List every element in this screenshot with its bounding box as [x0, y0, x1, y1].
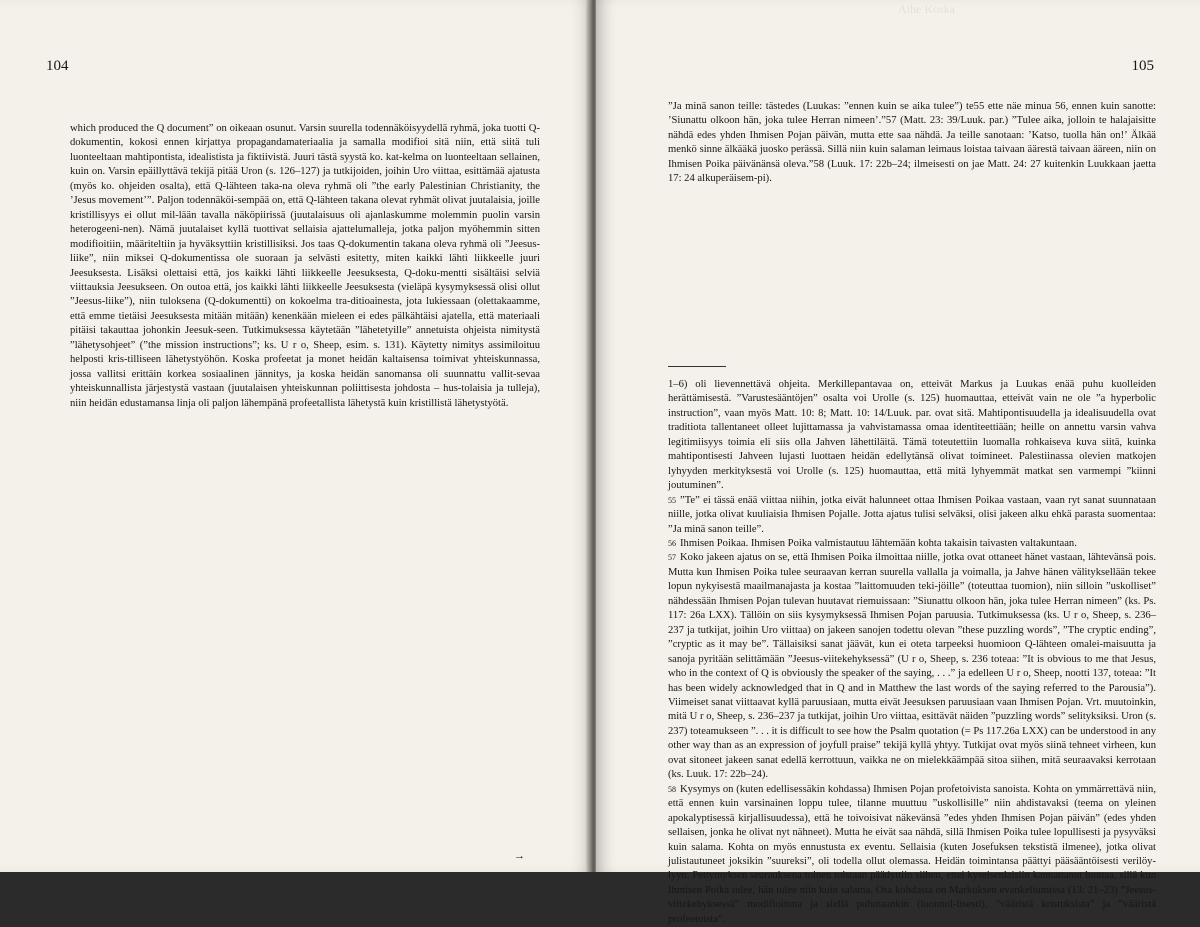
page-number-left: 104	[46, 58, 69, 74]
right-page	[596, 0, 1200, 925]
scripture-quote	[668, 100, 1156, 187]
page-number-right: 105	[1131, 58, 1154, 74]
footnote-55: 55 ”Te” ei tässä enää viittaa niihin, jotka eivät halunneet ottaa Ihmisen Poikaa vastaan, vaan ryt sanat suunnataan niille, jotka olivat kuuliaisia Ihmisen Pojalle. Jotta ajatus tulisi selväksi, olisi jakeen alku ehkä parasta suomentaa: ”Ja minä sanon teille”.	[668, 494, 1156, 535]
continue-arrow-icon: →	[514, 850, 525, 862]
quote-text: ”Ja minä sanon teille: tästedes (Luukas: ”ennen kuin se aika tulee”) te55 ette näe minua 56, ennen kuin sanotte: ’Siunattu olkoon hän, joka tulee Herran nimeen’.”57 (Matt. 23: 39/Luuk. par.) ”Tulee aika, jolloin te halajaisitte nähdä edes yhden Ihmisen Pojan päivän, mutta ette saa nähdä. Ja teille sanotaan: ’Katso, tuolla hän on!’ Älkää menkö sinne älkääkä juosko perässä. Sillä niin kuin salaman leimaus loistaa taivaan äärestä taivaan ääreen, niin on Ihmisen Poika päivänänsä oleva.”58 (Luuk. 17: 22b–24; ilmeisesti on jae Matt. 24: 27 kuitenkin Luukkaan jaetta 17: 24 alkuperäisem-pi).	[668, 101, 1156, 185]
left-page-body	[70, 122, 540, 411]
bleed-through-header: Aihe Koska	[898, 2, 955, 16]
footnote-56: 56 Ihmisen Poikaa. Ihmisen Poika valmistautuu lähtemään kohta takaisin taivasten valtakuntaan.	[668, 537, 1077, 549]
footnote-57: 57 Koko jakeen ajatus on se, että Ihmisen Poika ilmoittaa niille, jotka ovat ottaneet hänet vastaan, lähtevänsä pois. Mutta kun Ihmisen Poika tulee seuraavan kerran suurella vallalla ja voimalla, ja Jahve hänen välityksellään tekee lopun nykyisestä maailmanajasta ja kostaa ”laittomuuden teki-jöille” (toteuttaa tuomion), niin silloin ”uskolliset” nähdessään Ihmisen Pojan tulevan huutavat riemuissaan: ”Siunattu olkoon hän, joka tulee Herran nimeen” (ks. Ps. 117: 26a LXX). Tällöin on siis kysymyksessä Ihmisen Pojan paruusia. Tutkimuksessa (ks. U r o, Sheep, s. 236–237 ja tutkijat, joihin Uro viittaa) on jakeen sanojen todettu olevan ”these puzzling words”, ”The cryptic ending”, ”cryptic as it may be”. Tällaisiksi sanat jäävät, kun ei oteta tarpeeksi huomioon Q-lähteen omalei-maisuutta ja sanoja pyritään selittämään ”Jeesus-viitekehyksessä” (U r o, Sheep, s. 236 toteaa: ”It is obvious to me that Jesus, who in the context of Q is obviously the speaker of the saying, . . .” ja edelleen U r o, Sheep, nootti 137, toteaa: ”It has been widely acknowledged that in Q and in Matthew the last words of the saying referred to the Parousia”). Viimeiset sanat viittaavat kyllä paruusiaan, mutta eivät Jeesuksen paruusiaan vaan Ihmisen Pojan. Vrt. muutoinkin, mitä U r o, Sheep, s. 236–237 ja tutkijat, joihin Uro viittaa, esittävät näiden ”puzzling words” selityksiksi. Uron (s. 237) toteamukseen ”. . . it is difficult to see how the Psalm quotation (= Ps 117.26a LXX) can be understood in any other way than as an expression of joyfull praise” tekijä kyllä yhtyy. Tutkijat ovat myös siinä tehneet virheen, kun ovat sitoneet jakeen sanat edellä kerrottuun, vaikka ne on mielekkäämpää sitoa siihen, mitä seuraavaksi kerrotaan (ks. Luuk. 17: 22b–24).	[668, 552, 1156, 781]
footnote-continuation: 1–6) oli lievennettävä ohjeita. Merkillepantavaa on, etteivät Markus ja Luukas enää puhu kuolleiden herättämisestä. ”Varustesääntöjen” osalta voi Urolle (s. 125) huomauttaa, etteivät vain ne ole ”a hyperbolic instruction”, vaan myös Matt. 10: 8; Matt. 10: 14/Luuk. par. ovat sitä. Mahtipontisuudella ja idealisuudella ovat traditiota tallentaneet olleet lujittamassa ja vahvistamassa omaa identiteettiään; heille on annettu varsin vahva legitimiisyys toimia eli siis olla Jahven lähettiläitä. Tämä toteutettiin luomalla rohkaiseva kuva siitä, kuinka mahtipontisesti Jahveen lujasti luottaen heidän edellytänsä olivat toimineet. Palestiinassa olevien matkojen lyhyyden merkityksestä voi Urolle (s. 125) huomauttaa, että mitä lyhyemmät matkat sen varmempi ”kiinni joutuminen”.	[668, 379, 1156, 492]
footnote-58: 58 Kysymys on (kuten edellisessäkin kohdassa) Ihmisen Pojan profetoivista sanoista. Kohta on ymmärrettävä niin, että ennen kuin varsinainen loppu tulee, tilanne muuttuu ”uskollisille” niin ahdistavaksi (teema on yleinen apokalyptisessä kirjallisuudessa), että he toivoisivat näkevänsä ”edes yhden Ihmisen Pojan päivän” (edes yhden sellaisen, jonka he olivat nyt nähneet). Mutta he eivät saa nähdä, sillä Ihmisen Poika tulee lopullisesti ja pysyväksi kuin salama. Kohta on myös ennustusta ex eventu. Sellaisia (kuten Josefuksen tekstistä ilmenee), jotka olivat julistautuneet joksikin ”suureksi”, oli todella ollut olemassa. Heidän toimintansa päättyi pääsääntöisesti verilöy-lyyn. Pettymyksen seurauksena toinen toistaan päädyttiin siihen, ettei kyseisenlaisiin kannattanut luottaa, sillä kun Ihmisen Poika tulee, hän tulee niin kuin salama. Osa kohdasta on Markuksen evankeliumissa (13: 21–23) ”Jeesus-viitekehyksessä” modifioituna ja siellä puhutaankin (luonnol-lisesti), ”vääristä kristuksista” ja ”vääristä profeetoista”.	[668, 783, 1156, 925]
footnotes	[668, 378, 1156, 927]
footnote-rule	[668, 366, 726, 367]
left-paragraph-1: which produced the Q document” on oikeaan osunut. Varsin suurella todennäköisyydellä ryhmä, joka tuotti Q-dokumentin, kokosi ennen kirjattya propagandamateriaalia ja samalla modifioi sitä niin, että siitä tuli luonteeltaan mahtipontista, idealistista ja fiktiivistä. Juuri tästä syystä ko. kat-kelma on luonteeltaan sellainen, kuin on. Varsin epäillyttävä tekijä pitää Uron (s. 126–127) ja tutkijoiden, joihin Uro viittaa, esittämää ajatusta (myös ko. ohjeiden osalta), että Q-lähteen taka-na oleva ryhmä oli ”the early Palestinian Christianity, the ’Jesus movement’”. Paljon todennäköi-sempää on, että Q-lähteen takana olevat ryhmät olivat juutalaisia, joille kristillisyys ei ollut mil-lään tavalla näköpiirissä (juutalaisuus oli ajanlaskumme molemmin puolin varsin heterogeeni-nen). Nämä juutalaiset kyllä tuottivat sellaisia ajattelumalleja, jotka paljon myöhemmin sitten modifioitiin, määriteltiin ja hyväksyttiin kristillisiksi. Jos taas Q-dokumentin takana oleva ryhmä oli ”Jeesus-liike”, niin miksei Q-dokumentissa ole suoraan ja selvästi esitetty, miten kaikki lähti liikkeelle juuri Jeesuksesta. Lisäksi olettaisi että, jos kaikki lähti liikkeelle Jeesuksesta, Q-doku-mentti sisältäisi selviä viittauksia Jeesukseen. On outoa että, jos kaikki lähti liikkeelle Jeesuksesta (vieläpä kysymyksessä olisi ollut ”Jeesus-liike”), niin tuloksena (Q-dokumentti) on kokoelma tra-ditioainesta, jota lukiessaan (olettakaamme, että emme tietäisi Jeesuksesta mitään mitään) kenenkään mieleen ei edes pälkähtäisi ajatella, että materiaali pitäisi takauttaa johonkin Jeesuk-seen. Tutkimuksessa käytetään ”lähetetyille” annetuista ohjeista nimitystä ”lähetysohjeet” (”the mission instructions”; ks. U r o, Sheep, esim. s. 131). Käytetty nimitys assimiloituu helposti kris-tilliseen lähetystyöhön. Koska profeetat ja monet heidän kaltaisensa toimivat yhteiskunnassa, jossa vallitsi erittäin korkea sosiaalinen jännitys, ja koska heidän sanomansa oli suunnattu vallit-sevaa yhteiskunnallista järjestystä vastaan (juutalaisen yhteiskunnan poliittisesta johdosta – hus-tolaisia ja tulleja), niin heidän edustamansa linja oli paljon lähempänä profeetallista lähetystä kuin kristillistä lähetystyötä.	[70, 123, 540, 409]
left-page	[0, 0, 592, 872]
